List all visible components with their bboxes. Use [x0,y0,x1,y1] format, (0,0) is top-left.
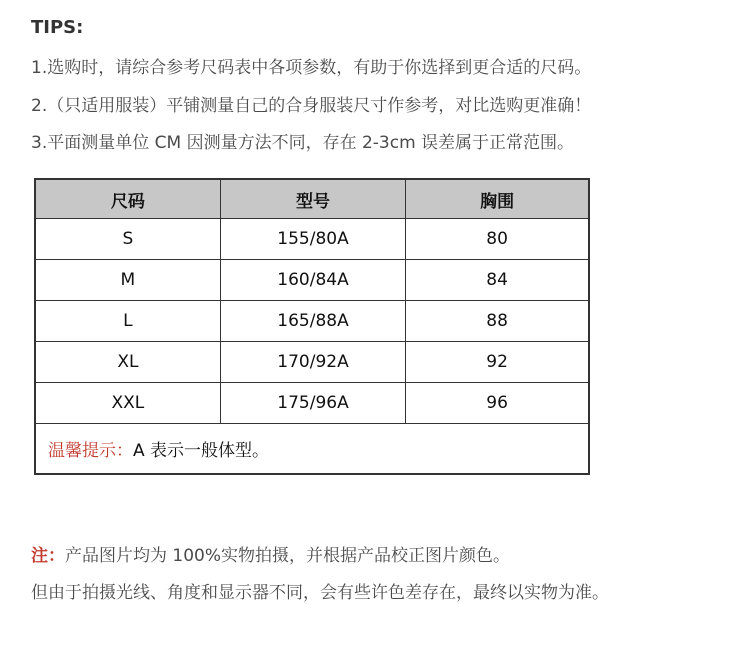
table-header-row [35,179,589,219]
footer-label: 注： [31,546,65,566]
cell-size: S [35,219,220,260]
table-note-row [35,424,589,475]
header-model: 型号 [220,179,405,219]
tip-line-1: 1.选购时，请综合参考尺码表中各项参数，有助于你选择到更合适的尺码。 [31,58,592,78]
cell-bust: 92 [406,342,589,383]
cell-bust: 96 [406,383,589,424]
table-row [35,219,589,260]
cell-model: 165/88A [220,301,405,342]
cell-size: XL [35,342,220,383]
size-table [34,178,590,475]
header-size: 尺码 [35,179,220,219]
tips-title: TIPS: [31,17,84,38]
footer-line-1 [31,541,510,566]
cell-model: 175/96A [220,383,405,424]
cell-model: 170/92A [220,342,405,383]
table-row [35,260,589,301]
note-label: 温馨提示： [48,441,133,461]
cell-bust: 80 [406,219,589,260]
cell-model: 155/80A [220,219,405,260]
note-text: A 表示一般体型。 [133,441,270,461]
table-row [35,383,589,424]
footer-text-1: 产品图片均为 100%实物拍摄，并根据产品校正图片颜色。 [65,546,511,566]
cell-bust: 88 [406,301,589,342]
cell-model: 160/84A [220,260,405,301]
table-row [35,342,589,383]
cell-bust: 84 [406,260,589,301]
header-bust: 胸围 [406,179,589,219]
tip-line-2: 2.（只适用服装）平铺测量自己的合身服装尺寸作参考，对比选购更准确！ [31,96,592,116]
table-row [35,301,589,342]
cell-size: M [35,260,220,301]
note-cell [35,424,589,475]
tip-line-3: 3.平面测量单位 CM 因测量方法不同，存在 2-3cm 误差属于正常范围。 [31,133,575,153]
cell-size: XXL [35,383,220,424]
cell-size: L [35,301,220,342]
footer-line-2: 但由于拍摄光线、角度和显示器不同，会有些许色差存在，最终以实物为准。 [31,583,609,603]
